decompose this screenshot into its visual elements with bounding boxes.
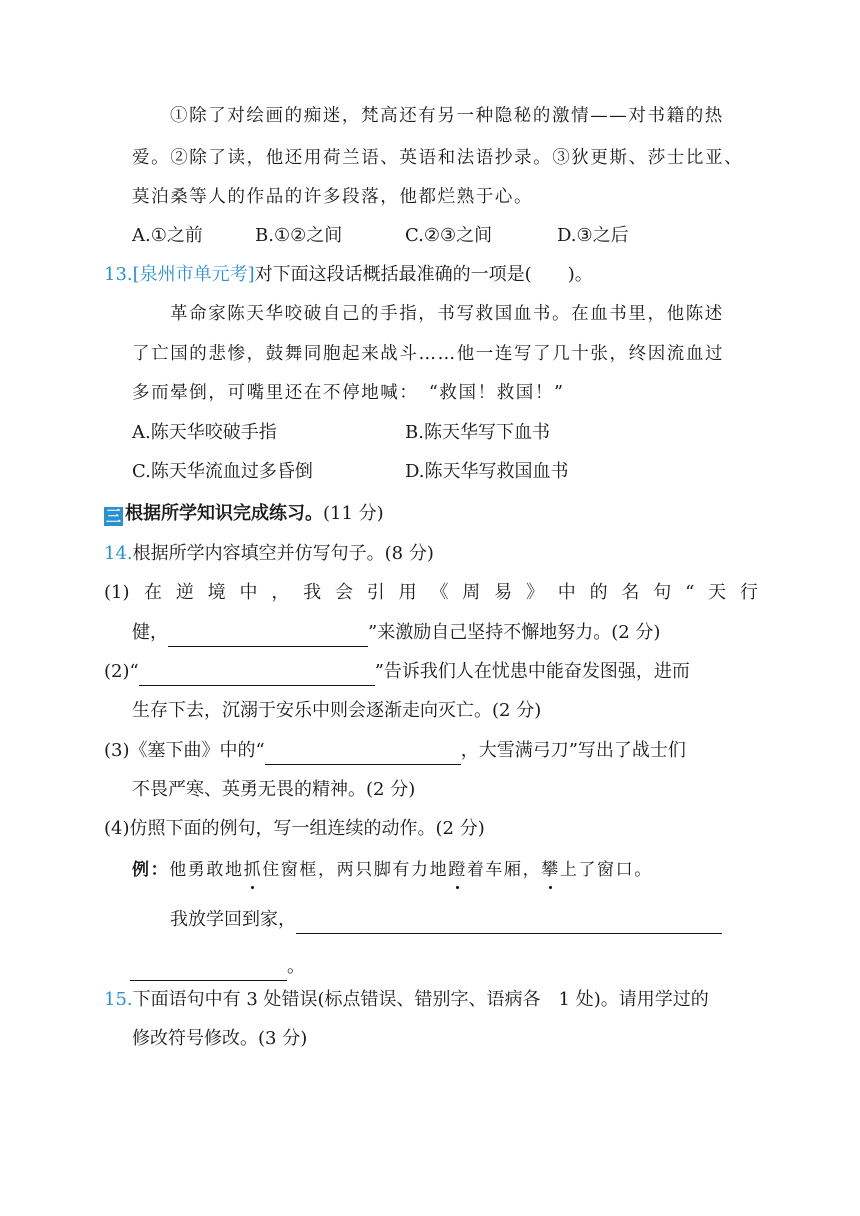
q12-option-a: A.①之前 (132, 225, 203, 246)
q13-option-c: C.陈天华流血过多昏倒 (132, 461, 313, 482)
q14-part-2-line-2: 生存下去，沉溺于安乐中则会逐渐走向灭亡。(2 分) (132, 700, 542, 721)
q15-question-line-1 (104, 986, 709, 1014)
section-number-icon: 三 (105, 507, 121, 525)
q14-part-1-char: 我 (303, 582, 322, 603)
q14-part-1-char: 引 (366, 582, 385, 603)
q13-source-tag: [泉州市单元考] (132, 264, 255, 285)
q14-part-1-char: “ (685, 582, 695, 603)
q14-part-3-text-before: 《塞下曲》中的“ (129, 740, 265, 761)
q14-number: 14. (104, 543, 133, 564)
q14-part-4-label: (4) (104, 818, 130, 839)
example-text: 着车厢， (466, 860, 542, 880)
q14-part-1-spread-text (144, 579, 758, 607)
q12-passage-line-3: 莫泊桑等人的作品的许多段落，他都烂熟于心。 (132, 187, 534, 207)
q15-number: 15. (104, 989, 133, 1010)
q15-stem-line-1: 下面语句中有 3 处错误(标点错误、错别字、语病各 1 处)。请用学过的 (132, 989, 709, 1010)
q13-passage-line-2: 了亡国的悲惨，鼓舞同胞起来战斗……他一连写了几十张，终因流血过 (132, 344, 725, 364)
q14-part-3-line-2: 不畏严寒、英勇无畏的精神。(2 分) (132, 779, 416, 800)
q13-option-b: B.陈天华写下血书 (405, 422, 550, 443)
example-emphasis-char: 抓 (244, 856, 263, 884)
q12-option-c: C.②③之间 (405, 225, 493, 246)
q14-part-1-char: 境 (207, 582, 226, 603)
q14-part-1-char: 中 (557, 582, 576, 603)
q14-part-1-text-before: 健， (132, 622, 168, 643)
q14-part-2-line-1 (104, 658, 690, 686)
q14-part-3-text-after: ，大雪满弓刀”写出了战士们 (460, 740, 686, 761)
q14-part-1-char: 《 (430, 582, 449, 603)
q14-stem: 根据所学内容填空并仿写句子。(8 分) (132, 543, 434, 564)
q12-option-d: D.③之后 (557, 225, 629, 246)
q14-example (132, 856, 653, 884)
example-emphasis-char: 攀 (541, 856, 560, 884)
q14-part-4-answer-line-2 (130, 953, 305, 981)
q14-part-1-char: 易 (494, 582, 513, 603)
q14-part-3-line-1 (104, 737, 686, 765)
q13-number: 13. (104, 264, 133, 285)
q14-part-4-stem: 仿照下面的例句，写一组连续的动作。(2 分) (129, 818, 485, 839)
example-text: 住窗框，两只脚有力地 (262, 860, 449, 880)
q14-part-1-text-after: ”来激励自己坚持不懈地努力。(2 分) (368, 622, 661, 643)
q14-part-1-char: 中 (239, 582, 258, 603)
q12-option-b: B.①②之间 (255, 225, 343, 246)
q14-part-4-answer-line-1 (170, 906, 722, 934)
q14-part-2-text-before: “ (129, 661, 139, 682)
q13-passage-line-3: 多而晕倒，可嘴里还在不停地喊： “救国！救国！” (132, 383, 565, 403)
q14-part-3-label: (3) (104, 740, 130, 761)
example-emphasis-char: 蹬 (448, 856, 467, 884)
q14-part-1-char: 用 (398, 582, 417, 603)
q14-part-4-answer-blank-2[interactable] (130, 958, 287, 981)
q14-part-2-text-after: ”告诉我们人在忧患中能奋发图强，进而 (374, 661, 690, 682)
q14-part-3-answer-blank[interactable] (265, 742, 461, 765)
q14-part-1-char: 天 (708, 582, 727, 603)
q14-part-4-answer-prefix: 我放学回到家， (170, 909, 296, 930)
q13-option-a: A.陈天华咬破手指 (132, 422, 277, 443)
q14-part-1-label: (1) (104, 582, 130, 603)
example-label: 例： (132, 860, 170, 880)
q14-part-1-char: 句 (653, 582, 672, 603)
q14-part-1-line-1 (104, 579, 130, 607)
section-3-header (104, 500, 384, 528)
q12-passage-line-1: ①除了对绘画的痴迷，梵高还有另一种隐秘的激情——对书籍的热 (170, 106, 724, 126)
q14-part-2-answer-blank[interactable] (139, 663, 375, 686)
q15-stem-line-2: 修改符号修改。(3 分) (132, 1028, 308, 1049)
example-text: 上了窗口。 (559, 860, 653, 880)
q14-part-4-line-1 (104, 815, 485, 843)
q14-part-1-char: 》 (525, 582, 544, 603)
q14-part-1-char: 逆 (175, 582, 194, 603)
q14-part-4-answer-end: 。 (287, 956, 305, 977)
q14-part-1-char: 行 (739, 582, 758, 603)
q14-question (104, 540, 434, 568)
q13-question (104, 261, 593, 289)
q13-passage-line-1: 革命家陈天华咬破自己的手指，书写救国血书。在血书里，他陈述 (170, 304, 724, 324)
q12-passage-line-2: 爱。②除了读，他还用荷兰语、英语和法语抄录。③狄更斯、莎士比亚、 (132, 148, 744, 168)
q14-part-1-char: 在 (144, 582, 162, 603)
q14-part-1-answer-blank[interactable] (168, 624, 368, 647)
section-3-score: (11 分) (323, 503, 384, 524)
q14-part-1-line-2 (132, 619, 660, 647)
q14-part-1-char: ， (271, 582, 290, 603)
q14-part-1-char: 的 (589, 582, 608, 603)
q14-part-4-answer-blank-1[interactable] (296, 911, 722, 934)
q14-part-1-char: 会 (334, 582, 353, 603)
example-text: 他勇敢地 (169, 860, 244, 880)
q14-part-2-label: (2) (104, 661, 130, 682)
q14-part-1-char: 名 (621, 582, 640, 603)
section-3-title: 根据所学知识完成练习。 (125, 503, 323, 524)
q14-part-1-char: 周 (462, 582, 481, 603)
q13-option-d: D.陈天华写救国血书 (405, 461, 569, 482)
q13-stem: 对下面这段话概括最准确的一项是( )。 (254, 264, 593, 285)
